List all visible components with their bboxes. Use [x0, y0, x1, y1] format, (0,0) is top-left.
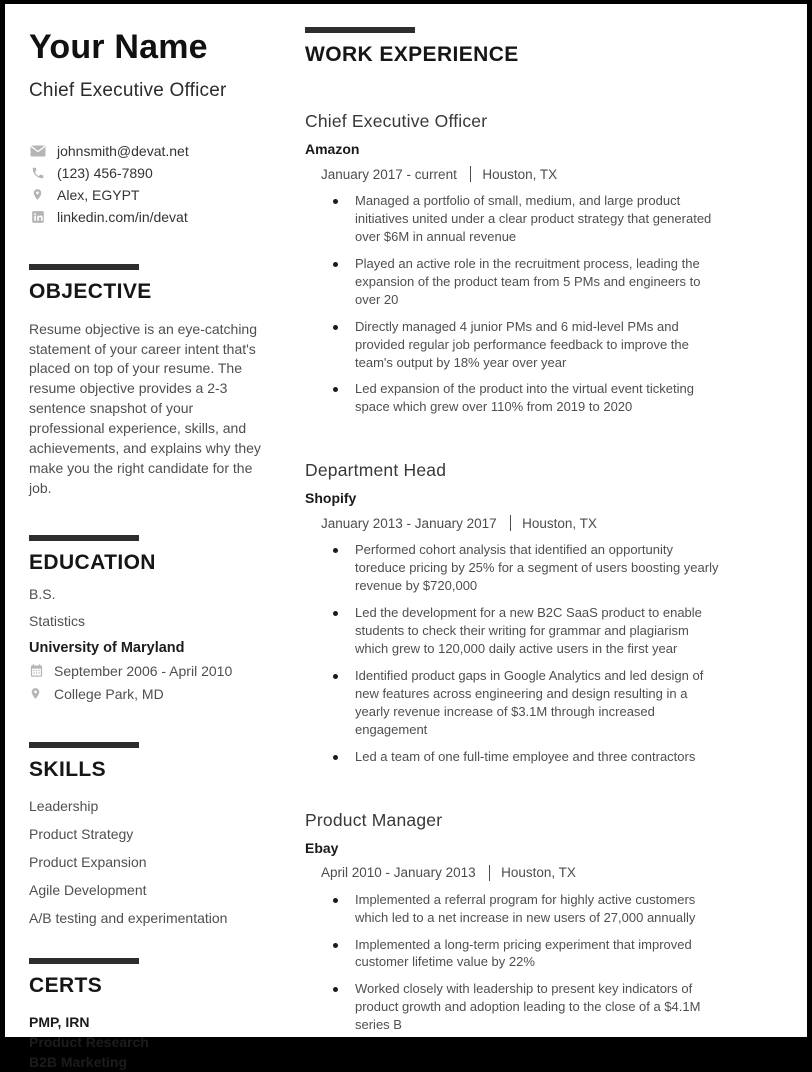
job-dates: April 2010 - January 2013 — [321, 865, 476, 881]
contact-location: Alex, EGYPT — [57, 186, 140, 203]
job-title: Chief Executive Officer — [305, 111, 488, 131]
contact-phone: (123) 456-7890 — [57, 164, 153, 181]
job-entry — [305, 460, 761, 765]
education-dates-row — [29, 663, 255, 679]
job-title: Product Manager — [305, 809, 443, 830]
job-company: Shopify — [305, 490, 357, 507]
bullet-dot-icon — [333, 199, 338, 204]
skill-item: Agile Development — [29, 881, 147, 898]
location-pin-icon — [29, 686, 45, 702]
right-column — [255, 4, 807, 1037]
bullet-dot-icon — [333, 987, 338, 992]
meta-divider — [510, 515, 512, 531]
bullet-dot-icon — [333, 898, 338, 903]
education-school: University of Maryland — [29, 639, 185, 656]
job-bullet: Led the development for a new B2C SaaS product to enable students to check their writing for grammar and plagiarism which grew to 120,000 daily active users in the first year — [305, 604, 761, 658]
job-bullet: Directly managed 4 junior PMs and 6 mid-level PMs and provided regular job performance feedback to improve the team's output by 18% year over year — [305, 318, 761, 372]
job-dates: January 2017 - current — [321, 166, 457, 182]
education-dates: September 2006 - April 2010 — [54, 662, 233, 679]
objective-section — [29, 264, 261, 499]
job-location: Houston, TX — [522, 515, 597, 531]
location-pin-icon — [29, 187, 46, 202]
job-entry — [305, 111, 761, 416]
skill-item: Leadership — [29, 797, 99, 814]
section-heading-bar — [29, 742, 139, 748]
job-bullet: Performed cohort analysis that identified an opportunity toreduce pricing by 25% for a segment of users boosting yearly revenue by $720,000 — [305, 541, 761, 595]
education-field: Statistics — [29, 612, 86, 629]
job-title: Department Head — [305, 460, 447, 481]
job-bullet: Played an active role in the recruitment process, leading the expansion of the product team from 5 PMs and engineers to over 20 — [305, 255, 761, 309]
work-experience-heading: WORK EXPERIENCE — [305, 43, 519, 66]
job-bullet: Identified product gaps in Google Analytics and led design of new features across engineering and design resulting in a yearly revenue increase of $3.1M through increased engagement — [305, 667, 761, 739]
calendar-icon — [29, 663, 45, 679]
job-meta-row — [321, 865, 761, 881]
objective-heading: OBJECTIVE — [29, 279, 152, 303]
section-heading-bar — [29, 264, 139, 270]
bullet-dot-icon — [333, 943, 338, 948]
job-company: Amazon — [305, 141, 360, 157]
contact-email-row — [29, 140, 255, 162]
job-bullet: Led expansion of the product into the virtual event ticketing space which grew over 110% from 2019 to 2020 — [305, 380, 761, 416]
job-dates: January 2013 - January 2017 — [321, 515, 497, 531]
phone-icon — [29, 165, 46, 180]
job-bullet: Implemented a referral program for highly active customers which led to a net increase in new users of 27,000 annually — [305, 891, 761, 927]
skill-item: A/B testing and experimentation — [29, 909, 228, 926]
job-bullet: Worked closely with leadership to present key indicators of product growth and adoption leading to the close of a $4.1M series B — [305, 980, 761, 1034]
contact-email: johnsmith@devat.net — [57, 142, 189, 159]
contact-linkedin-row — [29, 206, 255, 228]
bullet-dot-icon — [333, 548, 338, 553]
job-company: Ebay — [305, 839, 339, 856]
job-entry — [305, 810, 761, 1035]
job-meta-row — [321, 166, 761, 182]
job-bullet: Led a team of one full-time employee and three contractors — [305, 748, 761, 766]
skills-list — [29, 798, 255, 926]
meta-divider — [489, 865, 491, 881]
skills-heading: SKILLS — [29, 757, 107, 781]
contact-phone-row — [29, 162, 255, 184]
skill-item: Product Strategy — [29, 825, 134, 842]
bullet-dot-icon — [333, 325, 338, 330]
skills-section — [29, 742, 255, 926]
bullet-dot-icon — [333, 262, 338, 267]
education-degree: B.S. — [29, 585, 56, 602]
bullet-dot-icon — [333, 755, 338, 760]
contact-block — [29, 140, 255, 228]
section-heading-bar — [305, 27, 415, 33]
candidate-name: Your Name — [29, 28, 208, 66]
job-meta-row — [321, 515, 761, 531]
job-bullet: Managed a portfolio of small, medium, and large product initiatives united under a clear product strategy that generated over $6M in annual revenue — [305, 192, 761, 246]
certs-list — [29, 1012, 255, 1072]
education-heading: EDUCATION — [29, 550, 156, 574]
job-location: Houston, TX — [482, 166, 558, 182]
candidate-title: Chief Executive Officer — [29, 79, 227, 101]
certs-section — [29, 958, 255, 1072]
meta-divider — [470, 166, 472, 182]
skill-item: Product Expansion — [29, 853, 147, 870]
work-experience-section — [305, 27, 761, 67]
section-heading-bar — [29, 958, 139, 964]
linkedin-icon — [29, 209, 46, 224]
email-icon — [29, 143, 46, 158]
job-bullet: Implemented a long-term pricing experiment that improved customer lifetime value by 22% — [305, 936, 761, 972]
bullet-dot-icon — [333, 611, 338, 616]
contact-linkedin: linkedin.com/in/devat — [57, 208, 188, 225]
bullet-dot-icon — [333, 674, 338, 679]
education-section — [29, 535, 255, 702]
section-heading-bar — [29, 535, 139, 541]
objective-text: Resume objective is an eye-catching statement of your career intent that's placed on top of your resume. The resume objective provides a 2-3 sentence snapshot of your professional experience, skills, and achievements, and explains why they make you the right candidate for the job. — [29, 320, 261, 496]
cert-item: Product Research — [29, 1033, 149, 1050]
bullet-dot-icon — [333, 387, 338, 392]
left-column — [5, 4, 261, 1071]
education-location: College Park, MD — [54, 685, 164, 702]
education-location-row — [29, 686, 255, 702]
job-location: Houston, TX — [501, 865, 576, 881]
contact-location-row — [29, 184, 255, 206]
certs-heading: CERTS — [29, 973, 103, 997]
job-bullet-list — [305, 192, 761, 416]
cert-item: B2B Marketing — [29, 1054, 128, 1071]
job-bullet-list — [305, 891, 761, 1035]
job-bullet-list — [305, 541, 761, 765]
cert-item: PMP, IRN — [29, 1013, 90, 1030]
